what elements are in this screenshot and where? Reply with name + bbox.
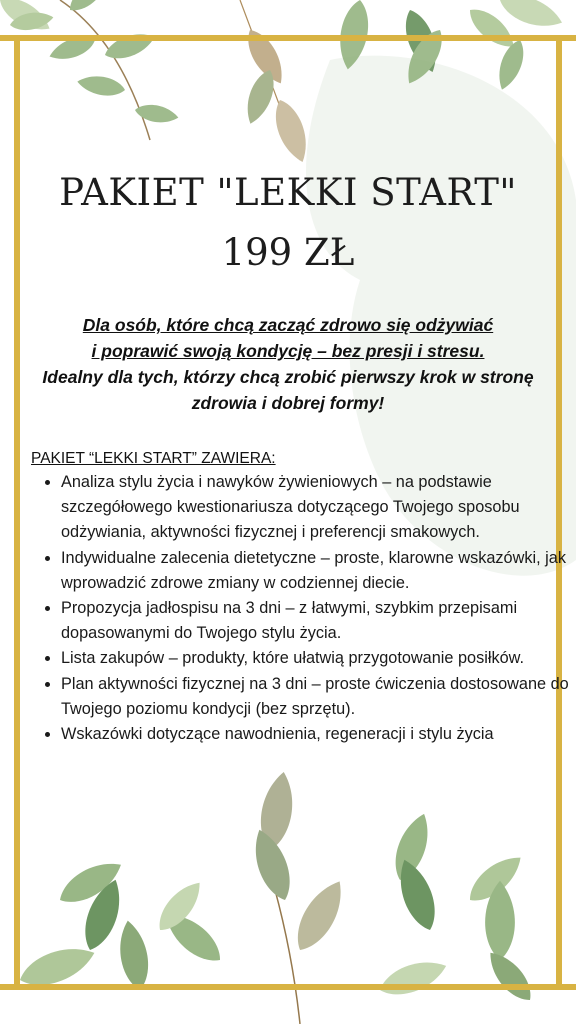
list-item: • Analiza stylu życia i nawyków żywieniowych – na podstawie szczegółowego kwestionariusza dotyczącego Twojego sposobu odżywiania, aktywności fizycznej i preferencji smakowych. bbox=[61, 470, 571, 546]
contents-heading: PAKIET “LEKKI START” ZAWIERA: bbox=[31, 450, 276, 467]
gold-frame-bottom bbox=[0, 984, 576, 990]
intro-text bbox=[24, 312, 552, 416]
leaf-branch-top-left-icon bbox=[0, 0, 180, 140]
intro-line-3: Idealny dla tych, którzy chcą zrobić pierwszy krok w stronę zdrowia i dobrej formy! bbox=[42, 367, 534, 413]
list-item: • Propozycja jadłospisu na 3 dni – z łatwymi, szybkim przepisami dopasowanymi do Twojego stylu życia. bbox=[61, 596, 571, 646]
list-item: • Plan aktywności fizycznej na 3 dni – proste ćwiczenia dostosowane do Twojego poziomu kondycji (bez sprzętu). bbox=[61, 672, 571, 722]
package-price: 199 ZŁ bbox=[221, 231, 355, 274]
list-item: • Wskazówki dotyczące nawodnienia, regeneracji i stylu życia bbox=[61, 722, 571, 747]
intro-line-1: Dla osób, które chcą zacząć zdrowo się odżywiać bbox=[82, 315, 494, 335]
list-item: • Indywidualne zalecenia dietetyczne – proste, klarowne wskazówki, jak wprowadzić zdrowe zmiany w codziennej diecie. bbox=[61, 546, 571, 596]
contents-list bbox=[30, 470, 571, 747]
intro-line-2: i poprawić swoją kondycję – bez presji i stresu. bbox=[91, 341, 485, 361]
list-item: • Lista zakupów – produkty, które ułatwią przygotowanie posiłków. bbox=[61, 646, 571, 671]
package-title: PAKIET "LEKKI START" bbox=[59, 171, 517, 214]
gold-frame-top bbox=[0, 35, 576, 41]
